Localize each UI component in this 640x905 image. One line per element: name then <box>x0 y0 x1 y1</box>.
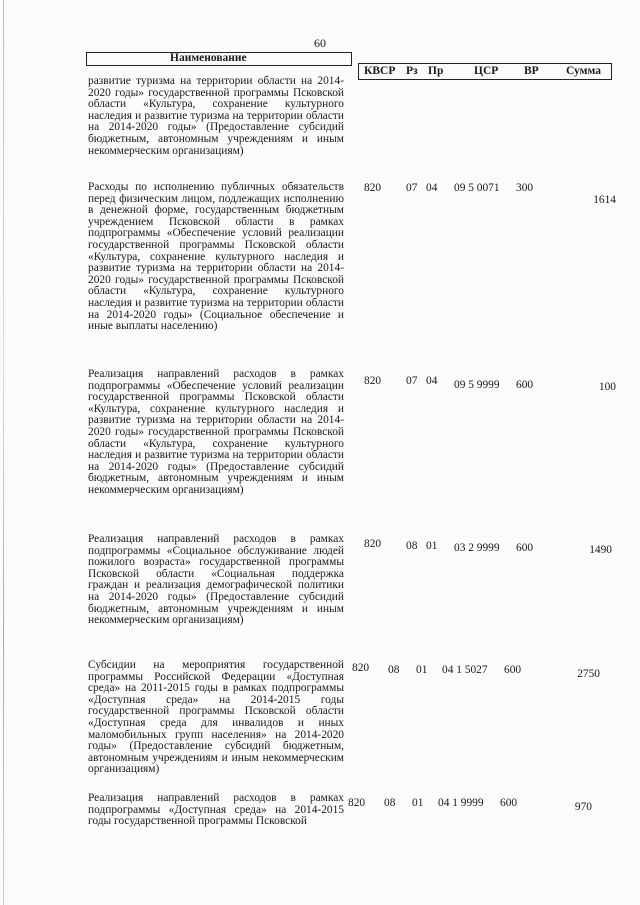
row-description: Реализация направлений расходов в рамках подпрограммы «Обеспечение условий реализации государственной программы Псковской области «Культура, сохранение культурного наследия и развитие туризма на территории области на 2014-2020 годы» государственной программы Псковской области «Культура, сохранение культурного наследия и развитие туризма на территории области на 2014-2020 годы» (Предоставление субсидий бюджетным, автономным учреждениям и иным некоммерческим организациям) <box>88 368 344 496</box>
row-kvsr: 820 <box>364 375 382 387</box>
row-sum: 1614 <box>593 194 616 206</box>
row-csr: 09 5 0071 <box>454 182 500 194</box>
row-kvsr: 820 <box>364 182 382 194</box>
row-kvsr: 820 <box>364 538 382 550</box>
row-csr: 04 1 9999 <box>438 797 484 809</box>
row-rz: 08 <box>406 540 418 552</box>
row-vr: 600 <box>504 664 522 676</box>
column-header-pr: Пр <box>428 65 444 77</box>
row-pr: 04 <box>426 375 438 387</box>
row-pr: 01 <box>412 797 424 809</box>
row-kvsr: 820 <box>352 662 370 674</box>
column-header-name: Наименование <box>170 52 247 64</box>
row-sum: 970 <box>574 801 592 813</box>
scan-edge <box>3 0 4 905</box>
row-sum: 2750 <box>577 668 600 680</box>
row-rz: 07 <box>406 182 418 194</box>
column-header-sum: Сумма <box>566 65 601 77</box>
row-csr: 03 2 9999 <box>454 542 500 554</box>
page-number: 60 <box>314 36 326 50</box>
row-pr: 01 <box>416 664 428 676</box>
column-header-vr: ВР <box>524 65 539 77</box>
column-header-csr: ЦСР <box>474 65 499 77</box>
column-header-rz: Рз <box>406 65 418 77</box>
row-description: Реализация направлений расходов в рамках подпрограммы «Социальное обслуживание людей пожилого возраста» государственной программы Псковской области «Социальная поддержка граждан и реализация демографической политики на 2014-2020 годы» (Предоставление субсидий бюджетным, автономным учреждениям и иным некоммерческим организациям) <box>88 533 344 627</box>
row-csr: 04 1 5027 <box>442 664 488 676</box>
row-rz: 08 <box>388 664 400 676</box>
row-kvsr: 820 <box>348 797 366 809</box>
row-description: развитие туризма на территории области на 2014-2020 годы» государственной программы Псковской области «Культура, сохранение культурного наследия и развитие туризма на территории области на 2014-2020 годы» (Предоставление субсидий бюджетным, автономным учреждениям и иным некоммерческим организациям) <box>88 75 344 157</box>
column-header-kvsr: КВСР <box>364 65 396 77</box>
row-pr: 04 <box>426 182 438 194</box>
row-sum: 100 <box>598 381 616 393</box>
row-description: Реализация направлений расходов в рамках подпрограммы «Доступная среда» на 2014-2015 годы государственной программы Псковской <box>88 792 344 828</box>
row-rz: 08 <box>384 797 396 809</box>
row-vr: 300 <box>516 182 534 194</box>
row-vr: 600 <box>516 542 534 554</box>
row-pr: 01 <box>426 540 438 552</box>
row-sum: 1490 <box>589 544 612 556</box>
row-csr: 09 5 9999 <box>454 379 500 391</box>
row-description: Расходы по исполнению публичных обязательств перед физическим лицом, подлежащих исполнению в денежной форме, государственным бюджетным учреждением Псковской области в рамках подпрограммы «Обеспечение условий реализации государственной программы Псковской области «Культура, сохранение культурного наследия и развитие туризма на территории области на 2014-2020 годы» государственной программы Псковской области «Культура, сохранение культурного наследия и развитие туризма на территории области на 2014-2020 годы» (Социальное обеспечение и иные выплаты населению) <box>88 181 344 333</box>
row-vr: 600 <box>516 379 534 391</box>
row-description: Субсидии на мероприятия государственной программы Российской Федерации «Доступная среда» на 2011-2015 годы в рамках подпрограммы «Доступная среда» на 2014-2015 годы государственной программы Псковской области «Доступная среда для инвалидов и иных маломобильных групп населения» на 2014-2020 годы» (Предоставление субсидий бюджетным, автономным учреждениям и иным некоммерческим организациям) <box>88 659 344 776</box>
row-vr: 600 <box>500 797 518 809</box>
row-rz: 07 <box>406 375 418 387</box>
